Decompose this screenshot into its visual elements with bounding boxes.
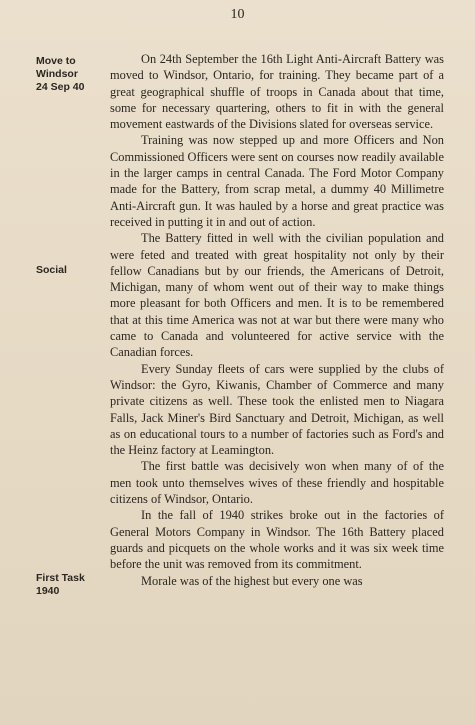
margin-note-line: 24 Sep 40 (36, 81, 85, 93)
paragraph-civilian-hospitality: The Battery fitted in well with the civilian population and were feted and treated with great hospitality not only by their fellow Canadians but by our friends, the Americans of Detroit, Michigan, many of whom went out of their way to make things more pleasant for both Officers and men. It is to be remembered that at this time America was not at war but there were many who came to Canada and volunteered for active service with the Canadian forces. (110, 231, 444, 360)
margin-note-line: Move to (36, 55, 76, 67)
paragraph-move-to-windsor: On 24th September the 16th Light Anti-Aircraft Battery was moved to Windsor, Ontario, for training. They became part of a great geographical shuffle of troops in Canada about that time, some for necessary quartering, others to fit in with the general movement eastwards of the Divisions slated for overseas service. (110, 52, 444, 132)
paragraph-sunday-tours: Every Sunday fleets of cars were supplied by the clubs of Windsor: the Gyro, Kiwanis, Chamber of Commerce and many private citizens as well. These took the enlisted men to Niagara Falls, Jack Miner's Bird Sanctuary and Detroit, Michigan, as well as on educational tours to a number of factories such as Ford's and the Heinz factory at Leamington. (110, 361, 444, 458)
margin-note-line: Social (36, 264, 67, 276)
margin-note-line: Windsor (36, 68, 78, 80)
paragraph-first-battle: The first battle was decisively won when many of of the men took unto themselves wives of these friendly and hospitable citizens of Windsor, Ontario. (110, 459, 444, 507)
margin-note-first-task (36, 572, 114, 598)
paragraph-strikes: In the fall of 1940 strikes broke out in the factories of General Motors Company in Windsor. The 16th Battery placed guards and picquets on the whole works and it was six week time before the unit was removed from its commitment. (110, 508, 444, 572)
margin-note-social (36, 264, 114, 277)
margin-note-line: 1940 (36, 585, 60, 597)
paragraph-morale: Morale was of the highest but every one was (141, 573, 363, 588)
paragraph-training: Training was now stepped up and more Officers and Non Commissioned Officers were sent on courses now readily available in the larger camps in central Canada. The Ford Motor Company made for the Battery, from scrap metal, a dummy 40 Millimetre Anti-Aircraft gun. It was hauled by a horse and great practice was received in putting it in and out of action. (110, 133, 444, 229)
body-text (110, 51, 444, 589)
page-number: 10 (230, 7, 245, 22)
margin-note-line: First Task (36, 572, 85, 584)
margin-note-move-to-windsor (36, 55, 114, 94)
